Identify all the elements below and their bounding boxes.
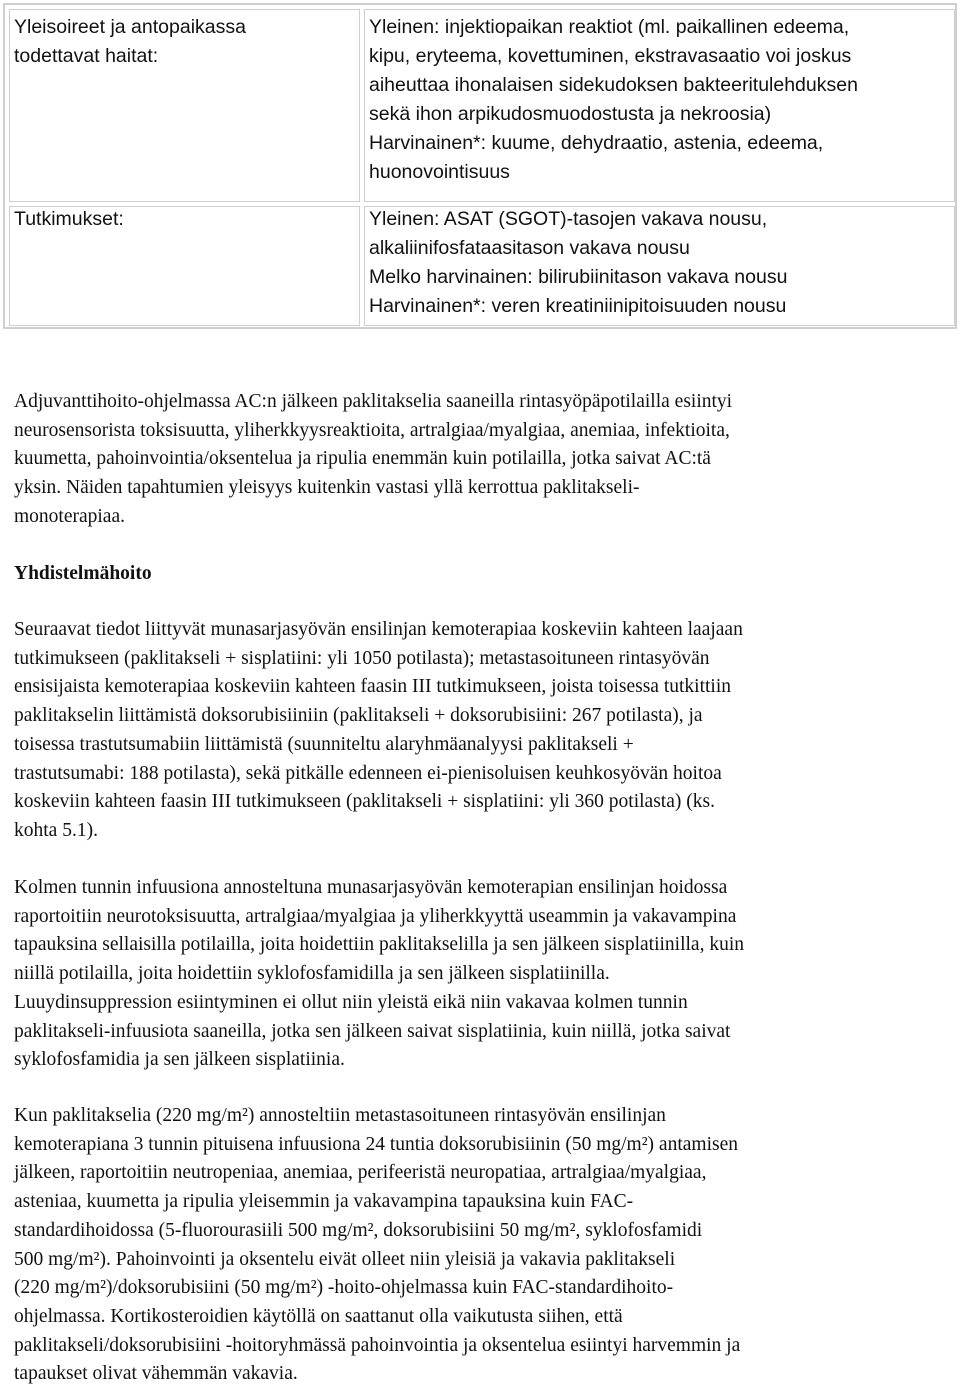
section-heading: Yhdistelmähoito (14, 563, 152, 584)
table-row-value: Yleinen: ASAT (SGOT)-tasojen vakava nousu, alkaliinifosfataasitason vakava nousu Melko harvinainen: bilirubiinitason vakava nousu Harvinainen*: veren kreatiniinipitoisuuden nousu (369, 208, 788, 317)
paragraph-dose: Kun paklitakselia (220 mg/m²) annosteltiin metastasoituneen rintasyövän ensilinjan kemoterapiana 3 tunnin pituisena infuusiona 24 tuntia doksorubisiinin (50 mg/m²) antamisen jälkeen, raportoitiin neutropeniaa, anemiaa, perifeeristä neuropatiaa, artralgiaa/myalgiaa, asteniaa, kuumetta ja ripulia yleisemmin ja vakavampina tapauksina kuin FAC- standardihoidossa (5-fluorourasiili 500 mg/m², doksorubisiini 50 mg/m², syklofosfamidi 500 mg/m²). Pahoinvointi ja oksentelu eivät olleet niin yleisiä ja vakavia paklitakseli (220 mg/m²)/doksorubisiini (50 mg/m²) -hoito-ohjelmassa kuin FAC-standardihoito- ohjelmassa. Kortikosteroidien käytöllä on saattanut olla vaikutusta siihen, että paklitakseli/doksorubisiini -hoitoryhmässä pahoinvointia ja oksentelua esiintyi harvemmin ja tapaukset olivat vähemmän vakavia. (14, 1105, 741, 1385)
paragraph-adjuvant: Adjuvanttihoito-ohjelmassa AC:n jälkeen paklitakselia saaneilla rintasyöpäpotilailla esiintyi neurosensorista toksisuutta, yliherkkyysreaktioita, artralgiaa/myalgiaa, anemiaa, infektioita, kuumetta, pahoinvointia/oksentelua ja ripulia enemmän kuin potilailla, jotka saivat AC:tä yksin. Näiden tapahtumien yleisyys kuitenkin vastasi yllä kerrottua paklitakseli- monoterapiaa. (14, 391, 733, 527)
table-row-label: Yleisoireet ja antopaikassa todettavat haitat: (14, 16, 246, 67)
table-row-label: Tutkimukset: (14, 208, 124, 230)
paragraph-studies: Seuraavat tiedot liittyvät munasarjasyövän ensilinjan kemoterapiaa koskeviin kahteen laajaan tutkimukseen (paklitakseli + sisplatiini: yli 1050 potilasta); metastasoituneen rintasyövän ensisijaista kemoterapiaa koskeviin kahteen faasin III tutkimukseen, joista toisessa tutkittiin paklitakselin liittämistä doksorubisiiniin (paklitakseli + doksorubisiini: 267 potilasta), ja toisessa trastutsumabiin liittämistä (suunniteltu alaryhmäanalyysi paklitakseli + trastutsumabi: 188 potilasta), sekä pitkälle edenneen ei-pienisoluisen keuhkosyövän hoitoa koskeviin kahteen faasin III tutkimukseen (paklitakseli + sisplatiini: yli 360 potilasta) (ks. kohta 5.1). (14, 619, 743, 841)
table-row-value: Yleinen: injektiopaikan reaktiot (ml. paikallinen edeema, kipu, eryteema, kovettuminen, ekstravasaatio voi joskus aiheuttaa ihonalaisen sidekudoksen bakteeritulehduksen sekä ihon arpikudosmuodostusta ja nekroosia) Harvinainen*: kuume, dehydraatio, astenia, edeema, huonovointisuus (369, 16, 858, 183)
paragraph-infusion: Kolmen tunnin infuusiona annosteltuna munasarjasyövän kemoterapian ensilinjan hoidossa raportoitiin neurotoksisuutta, artralgiaa/myalgiaa ja yliherkkyyttä useammin ja vakavampina tapauksina sellaisilla potilailla, joita hoidettiin paklitakselilla ja sen jälkeen sisplatiinilla, kuin niillä potilailla, joita hoidettiin syklofosfamidilla ja sen jälkeen sisplatiinilla. Luuydinsuppression esiintyminen ei ollut niin yleistä eikä niin vakavaa kolmen tunnin paklitakseli-infuusiota saaneilla, jotka sen jälkeen saivat sisplatiinia, kuin niillä, jotka saivat syklofosfamidia ja sen jälkeen sisplatiinia. (14, 877, 745, 1071)
